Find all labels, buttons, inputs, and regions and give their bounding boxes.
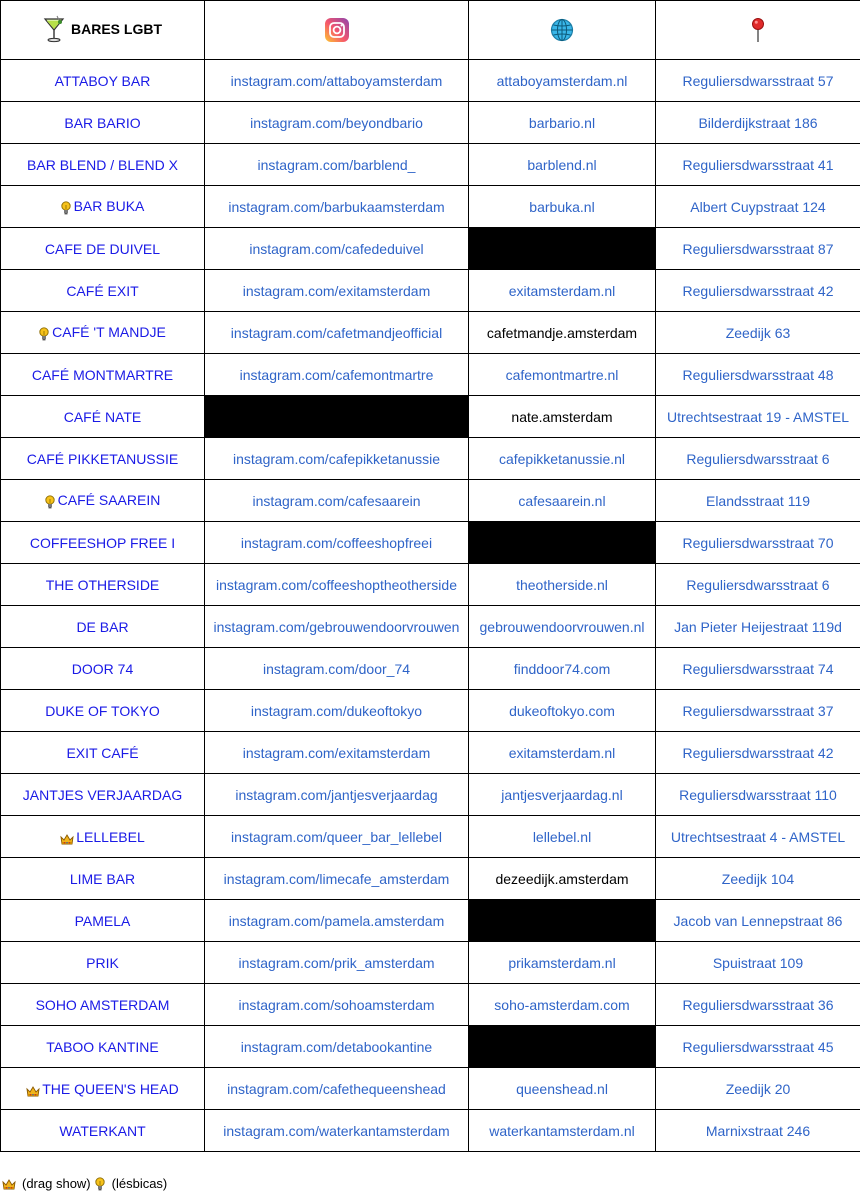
website-link[interactable]: cafepikketanussie.nl [469, 438, 656, 480]
website-link[interactable]: queenshead.nl [469, 1068, 656, 1110]
address-link[interactable]: Reguliersdwarsstraat 57 [656, 60, 860, 102]
bar-name-cell[interactable] [1, 228, 205, 270]
address-link[interactable]: Utrechtsestraat 19 - AMSTEL [656, 396, 860, 438]
website-link[interactable]: barbuka.nl [469, 186, 656, 228]
table-row [1, 606, 860, 648]
bar-name-cell[interactable] [1, 396, 205, 438]
instagram-redacted-cell [205, 396, 469, 438]
instagram-link[interactable]: instagram.com/coffeeshopfreei [205, 522, 469, 564]
bar-name-cell[interactable] [1, 606, 205, 648]
bar-name-cafe-montmartre[interactable]: CAFÉ MONTMARTRE [32, 367, 173, 383]
table-row [1, 228, 860, 270]
legend [2, 1176, 167, 1191]
header-web-cell [469, 1, 656, 60]
website-redacted-cell [469, 522, 656, 564]
table-row [1, 942, 860, 984]
table-row [1, 60, 860, 102]
instagram-link[interactable]: instagram.com/exitamsterdam [205, 270, 469, 312]
page-title: BARES LGBT [71, 21, 162, 37]
instagram-link[interactable]: instagram.com/attaboyamsterdam [205, 60, 469, 102]
legend-lesbian-text: (lésbicas) [112, 1176, 168, 1191]
lightbulb-icon [45, 495, 55, 509]
instagram-link[interactable]: instagram.com/cafethequeenshead [205, 1068, 469, 1110]
header-instagram-cell [205, 1, 469, 60]
bar-name-cell[interactable] [1, 60, 205, 102]
bar-name-cafe-de-duivel[interactable]: CAFE DE DUIVEL [45, 241, 160, 257]
website-link[interactable]: barblend.nl [469, 144, 656, 186]
table-row [1, 774, 860, 816]
instagram-link[interactable]: instagram.com/gebrouwendoorvrouwen [205, 606, 469, 648]
bar-name-cafe-exit[interactable]: CAFÉ EXIT [66, 283, 138, 299]
bar-name-bar-bario[interactable]: BAR BARIO [64, 115, 140, 131]
bar-name-cell[interactable] [1, 144, 205, 186]
bar-name-de-bar[interactable]: DE BAR [76, 619, 128, 635]
bar-name-cell[interactable] [1, 732, 205, 774]
bar-name-taboo-kantine[interactable]: TABOO KANTINE [46, 1039, 159, 1055]
instagram-link[interactable]: instagram.com/door_74 [205, 648, 469, 690]
bar-name-cell[interactable] [1, 648, 205, 690]
bar-name-door-74[interactable]: DOOR 74 [72, 661, 133, 677]
instagram-link[interactable]: instagram.com/sohoamsterdam [205, 984, 469, 1026]
instagram-link[interactable]: instagram.com/cafemontmartre [205, 354, 469, 396]
website-redacted-cell [469, 900, 656, 942]
address-link[interactable]: Reguliersdwarsstraat 45 [656, 1026, 860, 1068]
website-link[interactable]: gebrouwendoorvrouwen.nl [469, 606, 656, 648]
instagram-link[interactable]: instagram.com/queer_bar_lellebel [205, 816, 469, 858]
bar-name-lime-bar[interactable]: LIME BAR [70, 871, 135, 887]
address-link[interactable]: Zeedijk 20 [656, 1068, 860, 1110]
address-link[interactable]: Reguliersdwarsstraat 42 [656, 270, 860, 312]
bar-name-cell[interactable] [1, 522, 205, 564]
cocktail-icon [43, 15, 65, 43]
table-row [1, 396, 860, 438]
bar-name-cell[interactable] [1, 1068, 205, 1110]
table-row [1, 900, 860, 942]
bar-name-cell[interactable] [1, 984, 205, 1026]
instagram-link[interactable]: instagram.com/beyondbario [205, 102, 469, 144]
address-link[interactable]: Marnixstraat 246 [656, 1110, 860, 1152]
address-link[interactable]: Zeedijk 63 [656, 312, 860, 354]
address-link[interactable]: Reguliersdwarsstraat 41 [656, 144, 860, 186]
bar-name-cell[interactable] [1, 816, 205, 858]
address-link[interactable]: Albert Cuypstraat 124 [656, 186, 860, 228]
table-row [1, 1026, 860, 1068]
table-row [1, 522, 860, 564]
lightbulb-icon [61, 201, 71, 215]
instagram-link[interactable]: instagram.com/cafetmandjeofficial [205, 312, 469, 354]
bar-name-bar-blend-blend-x[interactable]: BAR BLEND / BLEND X [27, 157, 178, 173]
bar-name-cell[interactable] [1, 186, 205, 228]
bar-name-coffeeshop-free-i[interactable]: COFFEESHOP FREE I [30, 535, 175, 551]
bar-name-jantjes-verjaardag[interactable]: JANTJES VERJAARDAG [23, 787, 182, 803]
bar-name-cell[interactable] [1, 270, 205, 312]
header-row [1, 1, 860, 60]
website-link[interactable]: finddoor74.com [469, 648, 656, 690]
table-row [1, 564, 860, 606]
bar-name-cafe-saarein[interactable]: CAFÉ SAAREIN [58, 492, 161, 508]
bar-name-cell[interactable] [1, 900, 205, 942]
bar-name-the-otherside[interactable]: THE OTHERSIDE [46, 577, 160, 593]
address-link[interactable]: Bilderdijkstraat 186 [656, 102, 860, 144]
bar-name-attaboy-bar[interactable]: ATTABOY BAR [55, 73, 151, 89]
bar-name-cafe-nate[interactable]: CAFÉ NATE [64, 409, 142, 425]
website-link[interactable]: cafemontmartre.nl [469, 354, 656, 396]
address-link[interactable]: Reguliersdwarsstraat 48 [656, 354, 860, 396]
table-row [1, 1068, 860, 1110]
bar-name-soho-amsterdam[interactable]: SOHO AMSTERDAM [36, 997, 170, 1013]
table-row [1, 144, 860, 186]
address-link[interactable]: Reguliersdwarsstraat 87 [656, 228, 860, 270]
table-row [1, 858, 860, 900]
table-row [1, 102, 860, 144]
website-link: cafetmandje.amsterdam [469, 312, 656, 354]
address-link[interactable]: Elandsstraat 119 [656, 480, 860, 522]
bar-name-lellebel[interactable]: LELLEBEL [76, 829, 145, 845]
crown-icon [2, 1178, 16, 1189]
pin-icon [751, 17, 765, 43]
bar-name-exit-cafe[interactable]: EXIT CAFÉ [66, 745, 138, 761]
bar-name-duke-of-tokyo[interactable]: DUKE OF TOKYO [45, 703, 160, 719]
website-link[interactable]: lellebel.nl [469, 816, 656, 858]
address-link[interactable]: Reguliersdwarsstraat 6 [656, 438, 860, 480]
bar-name-the-queen-s-head[interactable]: THE QUEEN'S HEAD [42, 1081, 178, 1097]
bar-name-cell[interactable] [1, 480, 205, 522]
address-link[interactable]: Reguliersdwarsstraat 70 [656, 522, 860, 564]
instagram-link[interactable]: instagram.com/jantjesverjaardag [205, 774, 469, 816]
instagram-link[interactable]: instagram.com/prik_amsterdam [205, 942, 469, 984]
bar-name-cell[interactable] [1, 774, 205, 816]
website-link[interactable]: attaboyamsterdam.nl [469, 60, 656, 102]
address-link[interactable]: Zeedijk 104 [656, 858, 860, 900]
bar-name-pamela[interactable]: PAMELA [75, 913, 131, 929]
table-row [1, 354, 860, 396]
instagram-link[interactable]: instagram.com/coffeeshoptheotherside [205, 564, 469, 606]
crown-icon [60, 832, 74, 843]
instagram-link[interactable]: instagram.com/pamela.amsterdam [205, 900, 469, 942]
bar-name-cell[interactable] [1, 564, 205, 606]
address-link[interactable]: Reguliersdwarsstraat 36 [656, 984, 860, 1026]
bar-name-prik[interactable]: PRIK [86, 955, 119, 971]
table-row [1, 732, 860, 774]
instagram-link[interactable]: instagram.com/cafededuivel [205, 228, 469, 270]
website-link[interactable]: exitamsterdam.nl [469, 270, 656, 312]
instagram-icon [324, 17, 350, 43]
globe-icon [550, 18, 574, 42]
website-link[interactable]: barbario.nl [469, 102, 656, 144]
bar-name-cafe-pikketanussie[interactable]: CAFÉ PIKKETANUSSIE [27, 451, 178, 467]
header-name-cell [1, 1, 205, 60]
bar-name-cell[interactable] [1, 102, 205, 144]
table-row [1, 480, 860, 522]
table-row [1, 984, 860, 1026]
instagram-link[interactable]: instagram.com/waterkantamsterdam [205, 1110, 469, 1152]
header-address-cell [656, 1, 860, 60]
table-row [1, 186, 860, 228]
bar-name-cell[interactable] [1, 942, 205, 984]
legend-drag-text: (drag show) [22, 1176, 91, 1191]
instagram-link[interactable]: instagram.com/dukeoftokyo [205, 690, 469, 732]
website-link[interactable]: dukeoftokyo.com [469, 690, 656, 732]
website-redacted-cell [469, 1026, 656, 1068]
bar-name-waterkant[interactable]: WATERKANT [59, 1123, 145, 1139]
bar-name-cell[interactable] [1, 312, 205, 354]
website-link[interactable]: soho-amsterdam.com [469, 984, 656, 1026]
website-link: nate.amsterdam [469, 396, 656, 438]
lightbulb-icon [39, 327, 49, 341]
address-link[interactable]: Reguliersdwarsstraat 6 [656, 564, 860, 606]
website-link[interactable]: jantjesverjaardag.nl [469, 774, 656, 816]
address-link[interactable]: Utrechtsestraat 4 - AMSTEL [656, 816, 860, 858]
crown-icon [26, 1084, 40, 1095]
instagram-link[interactable]: instagram.com/detabookantine [205, 1026, 469, 1068]
table-row [1, 648, 860, 690]
bar-name-cell[interactable] [1, 1026, 205, 1068]
bar-name-cafe-t-mandje[interactable]: CAFÉ 'T MANDJE [52, 324, 166, 340]
table-row [1, 690, 860, 732]
table-row [1, 270, 860, 312]
table-row [1, 438, 860, 480]
table-row [1, 1110, 860, 1152]
address-link[interactable]: Jacob van Lennepstraat 86 [656, 900, 860, 942]
instagram-link[interactable]: instagram.com/limecafe_amsterdam [205, 858, 469, 900]
bar-name-cell[interactable] [1, 354, 205, 396]
website-link[interactable]: prikamsterdam.nl [469, 942, 656, 984]
instagram-link[interactable]: instagram.com/cafepikketanussie [205, 438, 469, 480]
bar-name-bar-buka[interactable]: BAR BUKA [74, 198, 145, 214]
website-link[interactable]: waterkantamsterdam.nl [469, 1110, 656, 1152]
bar-name-cell[interactable] [1, 858, 205, 900]
instagram-link[interactable]: instagram.com/cafesaarein [205, 480, 469, 522]
website-link: dezeedijk.amsterdam [469, 858, 656, 900]
address-link[interactable]: Reguliersdwarsstraat 37 [656, 690, 860, 732]
address-link[interactable]: Spuistraat 109 [656, 942, 860, 984]
address-link[interactable]: Reguliersdwarsstraat 42 [656, 732, 860, 774]
lightbulb-icon [95, 1177, 105, 1191]
website-link[interactable]: cafesaarein.nl [469, 480, 656, 522]
bar-name-cell[interactable] [1, 690, 205, 732]
bar-name-cell[interactable] [1, 438, 205, 480]
table-row [1, 312, 860, 354]
instagram-link[interactable]: instagram.com/exitamsterdam [205, 732, 469, 774]
website-redacted-cell [469, 228, 656, 270]
address-link[interactable]: Jan Pieter Heijestraat 119d [656, 606, 860, 648]
bar-name-cell[interactable] [1, 1110, 205, 1152]
instagram-link[interactable]: instagram.com/barblend_ [205, 144, 469, 186]
address-link[interactable]: Reguliersdwarsstraat 74 [656, 648, 860, 690]
instagram-link[interactable]: instagram.com/barbukaamsterdam [205, 186, 469, 228]
address-link[interactable]: Reguliersdwarsstraat 110 [656, 774, 860, 816]
table-row [1, 816, 860, 858]
website-link[interactable]: theotherside.nl [469, 564, 656, 606]
website-link[interactable]: exitamsterdam.nl [469, 732, 656, 774]
